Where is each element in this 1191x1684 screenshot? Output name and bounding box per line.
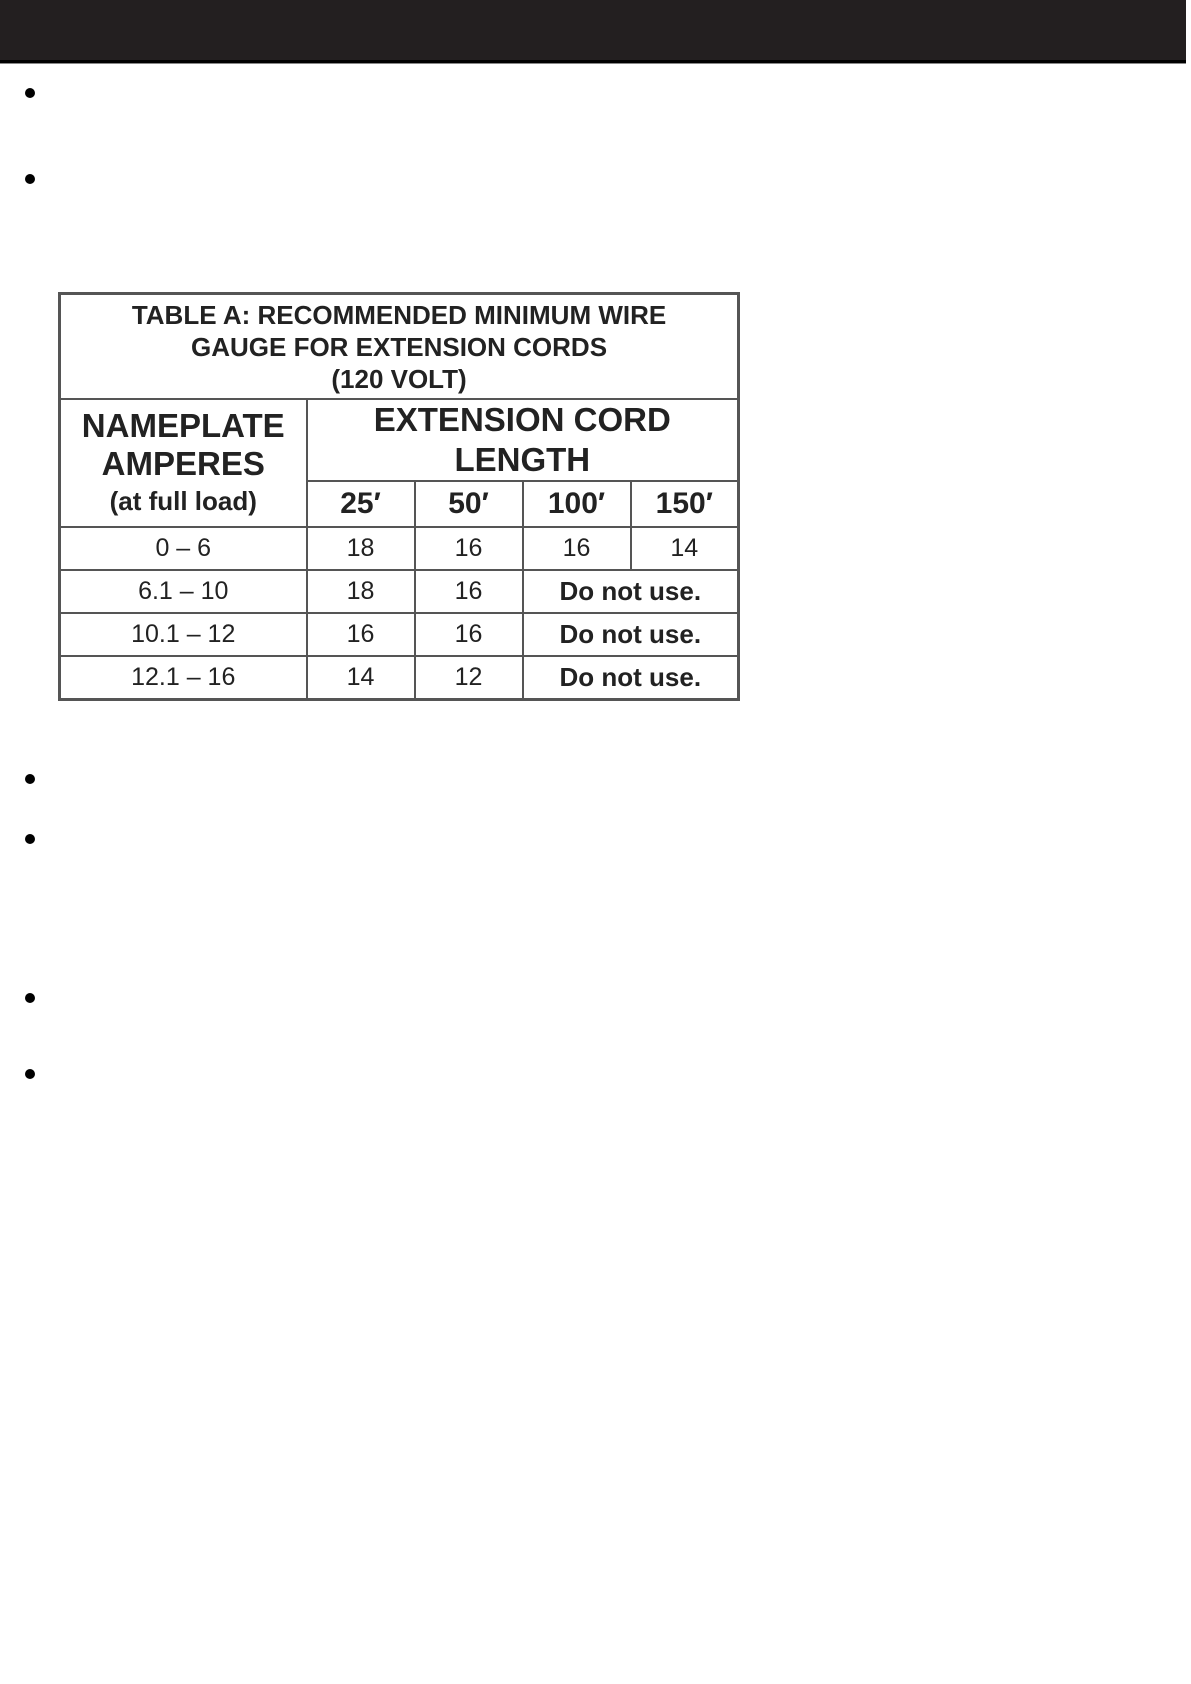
gauge-cell-25: 14 [307,656,415,700]
nameplate-amperes-header [60,399,307,527]
table-row [60,613,739,656]
header-bar [0,0,1186,63]
extension-cord-label: EXTENSION CORD [373,401,671,438]
bullet-point [25,993,35,1003]
do-not-use-cell: Do not use. [523,613,739,656]
table-row [60,570,739,613]
length-header-150: 150′ [631,481,739,527]
length-header-50: 50′ [415,481,523,527]
full-load-label: (at full load) [109,486,257,516]
wire-gauge-table [58,292,740,701]
amps-cell: 12.1 – 16 [60,656,307,700]
gauge-cell-25: 16 [307,613,415,656]
extension-cord-length-header [307,399,739,481]
gauge-cell-25: 18 [307,527,415,570]
nameplate-label: NAMEPLATE [81,407,285,444]
bullet-point [25,1069,35,1079]
amperes-label: AMPERES [101,445,265,482]
gauge-cell-25: 18 [307,570,415,613]
table-title-line-1: TABLE A: RECOMMENDED MINIMUM WIRE [131,299,667,330]
do-not-use-cell: Do not use. [523,570,739,613]
amps-cell: 0 – 6 [60,527,307,570]
table-title-line-3: (120 VOLT) [331,363,467,394]
do-not-use-cell: Do not use. [523,656,739,700]
length-label: LENGTH [454,441,591,478]
gauge-cell-150: 14 [631,527,739,570]
amps-cell: 10.1 – 12 [60,613,307,656]
table-row [60,656,739,700]
bullet-point [25,174,35,184]
gauge-cell-50: 16 [415,613,523,656]
wire-gauge-table-container [58,292,737,696]
table-title [60,294,739,400]
bullet-point [25,88,35,98]
table-title-row [60,294,739,400]
length-header-25: 25′ [307,481,415,527]
table-title-line-2: GAUGE FOR EXTENSION CORDS [191,331,608,362]
table-header-row [60,399,739,481]
bullet-point [25,834,35,844]
gauge-cell-50: 16 [415,527,523,570]
bullet-point [25,774,35,784]
length-header-100: 100′ [523,481,631,527]
gauge-cell-50: 12 [415,656,523,700]
gauge-cell-100: 16 [523,527,631,570]
gauge-cell-50: 16 [415,570,523,613]
amps-cell: 6.1 – 10 [60,570,307,613]
table-row [60,527,739,570]
